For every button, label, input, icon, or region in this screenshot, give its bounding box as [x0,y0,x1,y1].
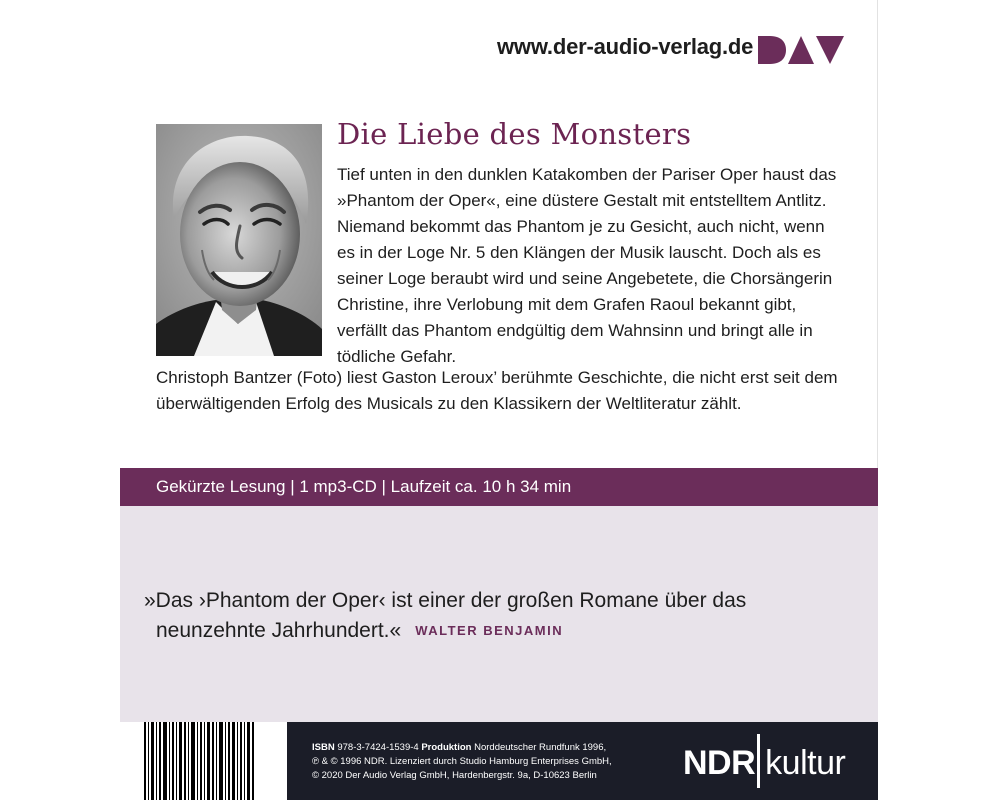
quote-line-2-wrap [144,616,746,646]
intro-line: Christine, ihre Verlobung mit dem Grafen Raoul bekannt gibt, [337,295,797,314]
footer [287,722,878,800]
footer-credits [312,741,652,783]
reader-line: Christoph Bantzer (Foto) liest Gaston Leroux’ berühmte Geschichte, die nicht erst seit dem [156,368,838,387]
intro-line: es in der Loge Nr. 5 den Klängen der Musik lauscht. Doch als es [337,243,821,262]
isbn-label: ISBN [312,742,335,753]
dav-logo [758,36,844,64]
intro-line: Tief unten in den dunklen Katakomben der Pariser Oper haust das [337,165,837,184]
intro-text [337,162,867,370]
ndr-sub: kultur [765,744,846,782]
isbn-value: 978-3-7424-1539-4 [337,742,419,753]
intro-line: »Phantom der Oper«, eine düstere Gestalt mit entstelltem Antlitz. [337,191,827,210]
ndr-brand: NDR [683,744,756,782]
footer-line-3: © 2020 Der Audio Verlag GmbH, Hardenbergstr. 9a, D-10623 Berlin [312,770,597,781]
footer-line-1 [312,741,652,755]
reader-line: überwältigenden Erfolg des Musicals zu den Klassikern der Weltliteratur zählt. [156,394,742,413]
barcode [142,722,258,800]
quote-line-1: »Das ›Phantom der Oper‹ ist einer der großen Romane über das [144,589,747,612]
footer-line-2: ℗ & © 1996 NDR. Lizenziert durch Studio Hamburg Enterprises GmbH, [312,756,612,767]
publisher-website[interactable]: www.der-audio-verlag.de [497,34,754,59]
quote [144,586,746,646]
book-title: Die Liebe des Monsters [337,117,692,151]
reader-text [156,365,866,417]
ndr-logo-bar [757,734,760,788]
quote-line-2: neunzehnte Jahrhundert.« [156,619,402,642]
intro-line: seiner Loge beraubt wird und seine Angebetete, die Chorsängerin [337,269,833,288]
ndr-kultur-logo [683,744,845,783]
product-info-band [120,468,878,506]
author-photo [156,124,322,356]
quote-author: WALTER BENJAMIN [415,623,564,638]
production-label: Produktion [421,742,472,753]
product-info-text: Gekürzte Lesung | 1 mp3-CD | Laufzeit ca. 10 h 34 min [156,477,572,496]
intro-line: verfällt das Phantom endgültig dem Wahnsinn und bringt alle in [337,321,813,340]
production-value: Norddeutscher Rundfunk 1996, [474,742,607,753]
intro-line: tödliche Gefahr. [337,347,457,366]
quote-box [120,506,878,722]
intro-line: Niemand bekommt das Phantom je zu Gesicht, auch nicht, wenn [337,217,825,236]
